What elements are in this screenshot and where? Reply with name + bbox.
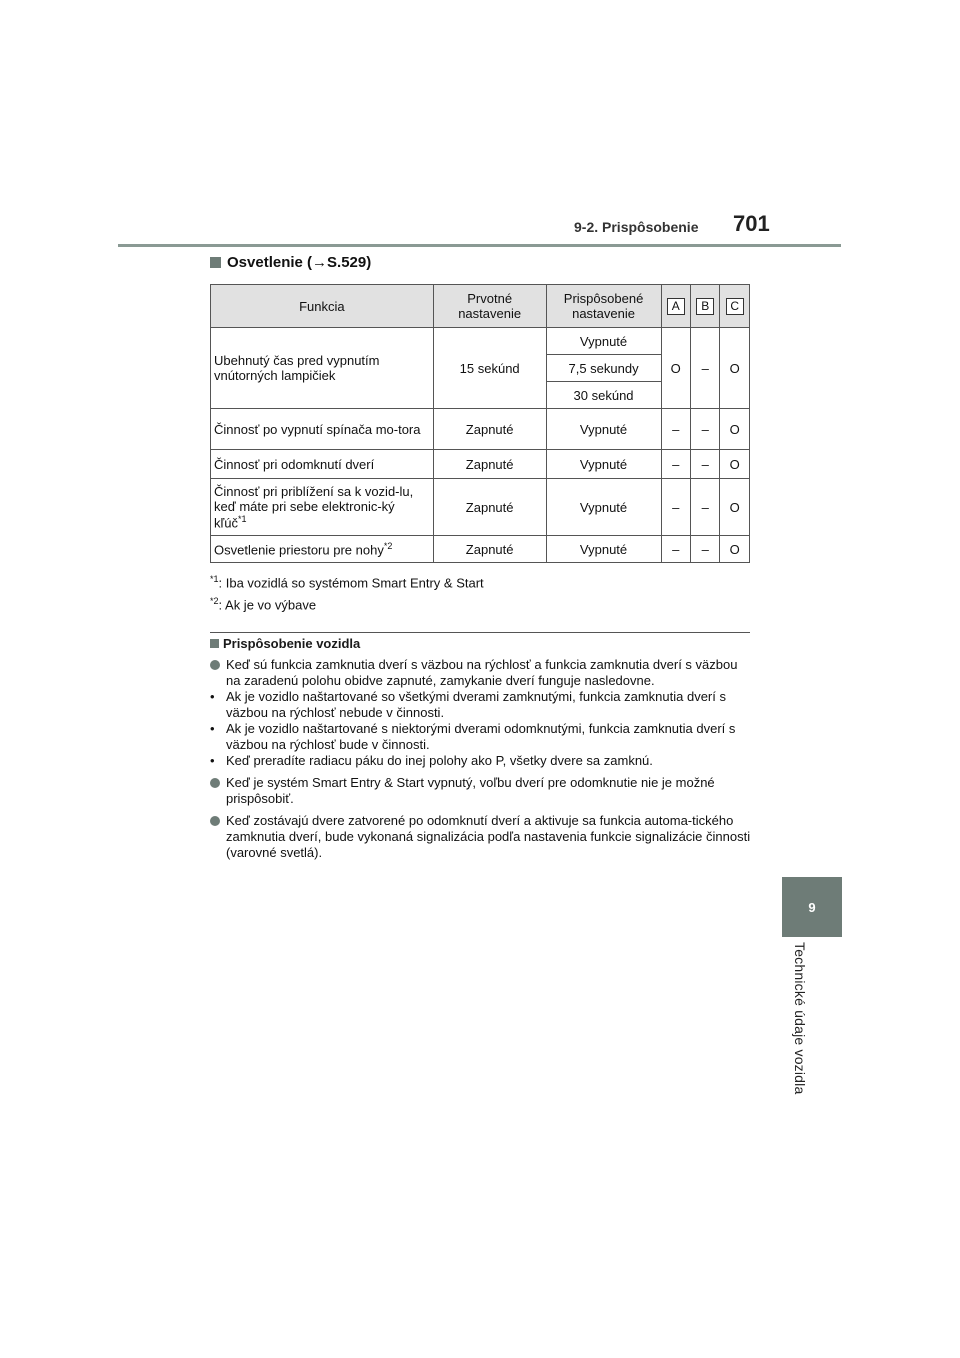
row2-c: O bbox=[720, 409, 750, 450]
footnote-1-text: : Iba vozidlá so systémom Smart Entry & Start bbox=[218, 575, 484, 591]
footnote-2 bbox=[210, 596, 316, 612]
row2-b: – bbox=[690, 409, 719, 450]
row3-b: – bbox=[690, 450, 719, 479]
page-number: 701 bbox=[733, 211, 770, 236]
table-row bbox=[211, 450, 750, 479]
row3-c: O bbox=[720, 450, 750, 479]
row1-custom-1: Vypnuté bbox=[546, 328, 661, 355]
row5-a: – bbox=[661, 536, 690, 563]
row1-a: O bbox=[661, 328, 690, 409]
chapter-label: Technické údaje vozidla bbox=[792, 942, 808, 1095]
row4-a: – bbox=[661, 479, 690, 536]
dot-bullet: • bbox=[210, 753, 215, 768]
row2-default: Zapnuté bbox=[433, 409, 546, 450]
row3-function: Činnosť pri odomknutí dverí bbox=[211, 450, 434, 479]
row2-custom: Vypnuté bbox=[546, 409, 661, 450]
table-header-row bbox=[211, 285, 750, 328]
chapter-number: 9 bbox=[808, 899, 816, 915]
table-row bbox=[211, 409, 750, 450]
subsection-title: Prispôsobenie vozidla bbox=[223, 636, 361, 651]
row5-b: – bbox=[690, 536, 719, 563]
subitem-1-text: Ak je vozidlo naštartované so všetkými dverami zamknutými, funkcia zamknutia dverí s väzbou na rýchlosť nebude v činnosti. bbox=[226, 689, 726, 720]
row1-default: 15 sekúnd bbox=[433, 328, 546, 409]
row4-c: O bbox=[720, 479, 750, 536]
circle-bullet-icon bbox=[210, 816, 220, 826]
header-b bbox=[690, 285, 719, 328]
row1-function: Ubehnutý čas pred vypnutím vnútorných lampičiek bbox=[211, 328, 434, 409]
header-a-label: A bbox=[667, 298, 685, 315]
subitem-3-text: Keď preradíte radiacu páku do inej polohy ako P, všetky dvere sa zamknú. bbox=[226, 753, 653, 768]
row3-default: Zapnuté bbox=[433, 450, 546, 479]
row1-c: O bbox=[720, 328, 750, 409]
paragraph-1-text: Keď sú funkcia zamknutia dverí s väzbou na rýchlosť a funkcia zamknutia dverí s väzbou na zaradenú polohu obidve zapnuté, zamykanie dverí funguje nasledovne. bbox=[226, 657, 738, 688]
row5-function bbox=[211, 536, 434, 563]
dot-bullet: • bbox=[210, 721, 215, 736]
paragraph-3 bbox=[210, 813, 755, 861]
subitem-3 bbox=[210, 753, 755, 769]
circle-bullet-icon bbox=[210, 660, 220, 670]
row4-function bbox=[211, 479, 434, 536]
header-a bbox=[661, 285, 690, 328]
footnote-1 bbox=[210, 574, 484, 590]
row2-a: – bbox=[661, 409, 690, 450]
row3-a: – bbox=[661, 450, 690, 479]
subitem-1 bbox=[210, 689, 755, 721]
section-heading-title: Osvetlenie ( bbox=[227, 254, 313, 271]
header-custom: Prispôsobené nastavenie bbox=[546, 285, 661, 328]
subitem-2-text: Ak je vozidlo naštartované s niektorými dverami odomknutými, funkcia zamknutia dverí s väzbou na rýchlosť bude v činnosti. bbox=[226, 721, 736, 752]
paragraph-1 bbox=[210, 657, 755, 689]
row4-function-text: Činnosť pri priblížení sa k vozid-lu, keď máte pri sebe elektronic-ký kľúč bbox=[214, 483, 414, 531]
footnote-2-text: : Ak je vo výbave bbox=[218, 597, 317, 613]
dot-bullet: • bbox=[210, 689, 215, 704]
subsection-heading bbox=[210, 636, 360, 651]
arrow-icon: → bbox=[312, 254, 328, 271]
table-row bbox=[211, 328, 750, 355]
row4-b: – bbox=[690, 479, 719, 536]
row4-custom: Vypnuté bbox=[546, 479, 661, 536]
header-default: Prvotné nastavenie bbox=[433, 285, 546, 328]
header-c-label: C bbox=[726, 298, 744, 315]
row4-default: Zapnuté bbox=[433, 479, 546, 536]
section-title-header: 9-2. Prispôsobenie bbox=[574, 219, 699, 235]
row5-function-text: Osvetlenie priestoru pre nohy bbox=[214, 542, 384, 558]
table-row bbox=[211, 479, 750, 536]
row5-custom: Vypnuté bbox=[546, 536, 661, 563]
header-divider bbox=[118, 244, 841, 247]
row5-footnote-mark: *2 bbox=[383, 540, 393, 551]
row4-footnote-mark: *1 bbox=[238, 513, 247, 524]
subitem-2 bbox=[210, 721, 755, 753]
square-bullet-icon bbox=[210, 257, 221, 268]
chapter-tab bbox=[782, 877, 842, 937]
row1-custom-2: 7,5 sekundy bbox=[546, 355, 661, 382]
header-function: Funkcia bbox=[211, 285, 434, 328]
settings-table bbox=[210, 284, 750, 563]
paragraph-3-text: Keď zostávajú dvere zatvorené po odomknutí dverí a aktivuje sa funkcia automa-tického zamknutia dverí, bude vykonaná signalizácia podľa nastavenia funkcie signalizácie činnosti (varovné svetlá). bbox=[226, 813, 751, 860]
row2-function: Činnosť po vypnutí spínača mo-tora bbox=[211, 409, 434, 450]
row3-custom: Vypnuté bbox=[546, 450, 661, 479]
section-divider bbox=[210, 632, 750, 633]
header-c bbox=[720, 285, 750, 328]
circle-bullet-icon bbox=[210, 778, 220, 788]
row5-c: O bbox=[720, 536, 750, 563]
subsection-body bbox=[210, 657, 755, 867]
row5-default: Zapnuté bbox=[433, 536, 546, 563]
paragraph-2-text: Keď je systém Smart Entry & Start vypnutý, voľbu dverí pre odomknutie nie je možné prispôsobiť. bbox=[226, 775, 715, 806]
header-b-label: B bbox=[696, 298, 714, 315]
square-bullet-icon bbox=[210, 639, 219, 648]
footnote-2-mark: *2 bbox=[210, 596, 219, 606]
table-row bbox=[211, 536, 750, 563]
section-heading bbox=[210, 254, 371, 271]
section-heading-ref: S.529) bbox=[327, 254, 372, 271]
footnote-1-mark: *1 bbox=[210, 574, 219, 584]
paragraph-2 bbox=[210, 775, 755, 807]
row1-b: – bbox=[690, 328, 719, 409]
row1-custom-3: 30 sekúnd bbox=[546, 382, 661, 409]
